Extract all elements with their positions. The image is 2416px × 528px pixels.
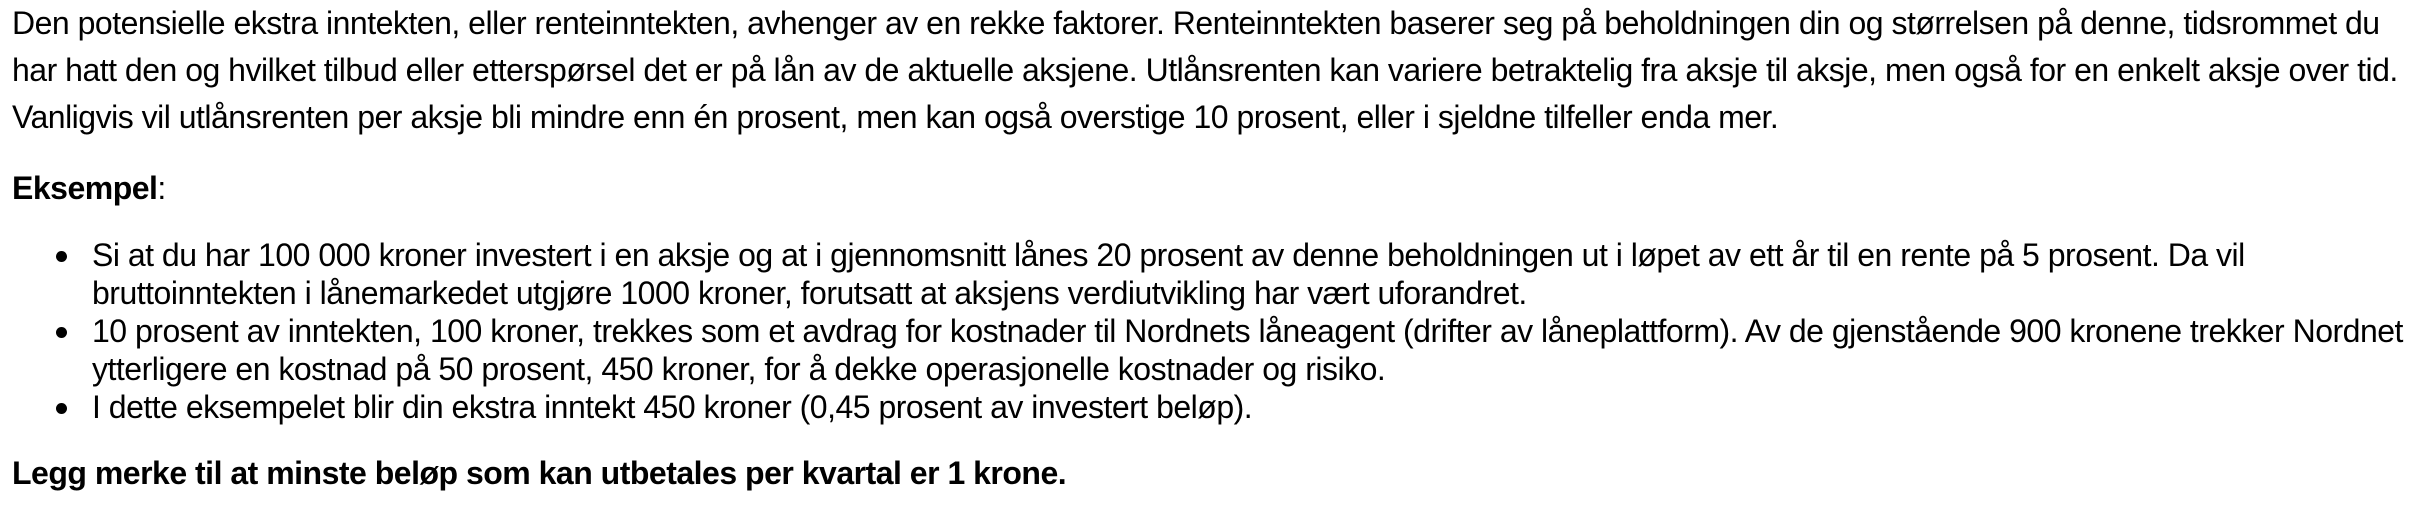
- example-heading: [12, 165, 2404, 212]
- list-item: [92, 388, 2404, 426]
- list-item: [92, 236, 2404, 312]
- intro-paragraph: Den potensielle ekstra inntekten, eller renteinntekten, avhenger av en rekke faktorer. Renteinntekten baserer seg på beholdningen din og størrelsen på denne, tidsrommet du har hatt den og hvilket tilbud eller etterspørsel det er på lån av de aktuelle aksjene. Utlånsrenten kan variere betraktelig fra aksje til aksje, men også for en enkelt aksje over tid. Vanligvis vil utlånsrenten per aksje bli mindre enn én prosent, men kan også overstige 10 prosent, eller i sjeldne tilfeller enda mer.: [12, 5, 2398, 135]
- list-item: [92, 312, 2404, 388]
- example-heading-label: Eksempel: [12, 170, 158, 206]
- list-item-text: I dette eksempelet blir din ekstra inntekt 450 kroner (0,45 prosent av investert beløp).: [92, 389, 1253, 425]
- bullet-icon: [56, 403, 67, 414]
- bullet-icon: [56, 251, 67, 262]
- list-item-text: 10 prosent av inntekten, 100 kroner, trekkes som et avdrag for kostnader til Nordnets låneagent (drifter av låneplattform). Av de gjenstående 900 kronene trekker Nordnet ytterligere en kostnad på 50 prosent, 450 kroner, for å dekke operasjonelle kostnader og risiko.: [92, 313, 2403, 387]
- minimum-payout-note: Legg merke til at minste beløp som kan utbetales per kvartal er 1 krone.: [12, 455, 1067, 491]
- example-heading-colon: :: [157, 170, 166, 206]
- list-item-text: Si at du har 100 000 kroner investert i en aksje og at i gjennomsnitt lånes 20 prosent av denne beholdningen ut i løpet av ett år til en rente på 5 prosent. Da vil bruttoinntekten i lånemarkedet utgjøre 1000 kroner, forutsatt at aksjens verdiutvikling har vært uforandret.: [92, 237, 2245, 311]
- bullet-icon: [56, 327, 67, 338]
- example-list: [12, 236, 2404, 426]
